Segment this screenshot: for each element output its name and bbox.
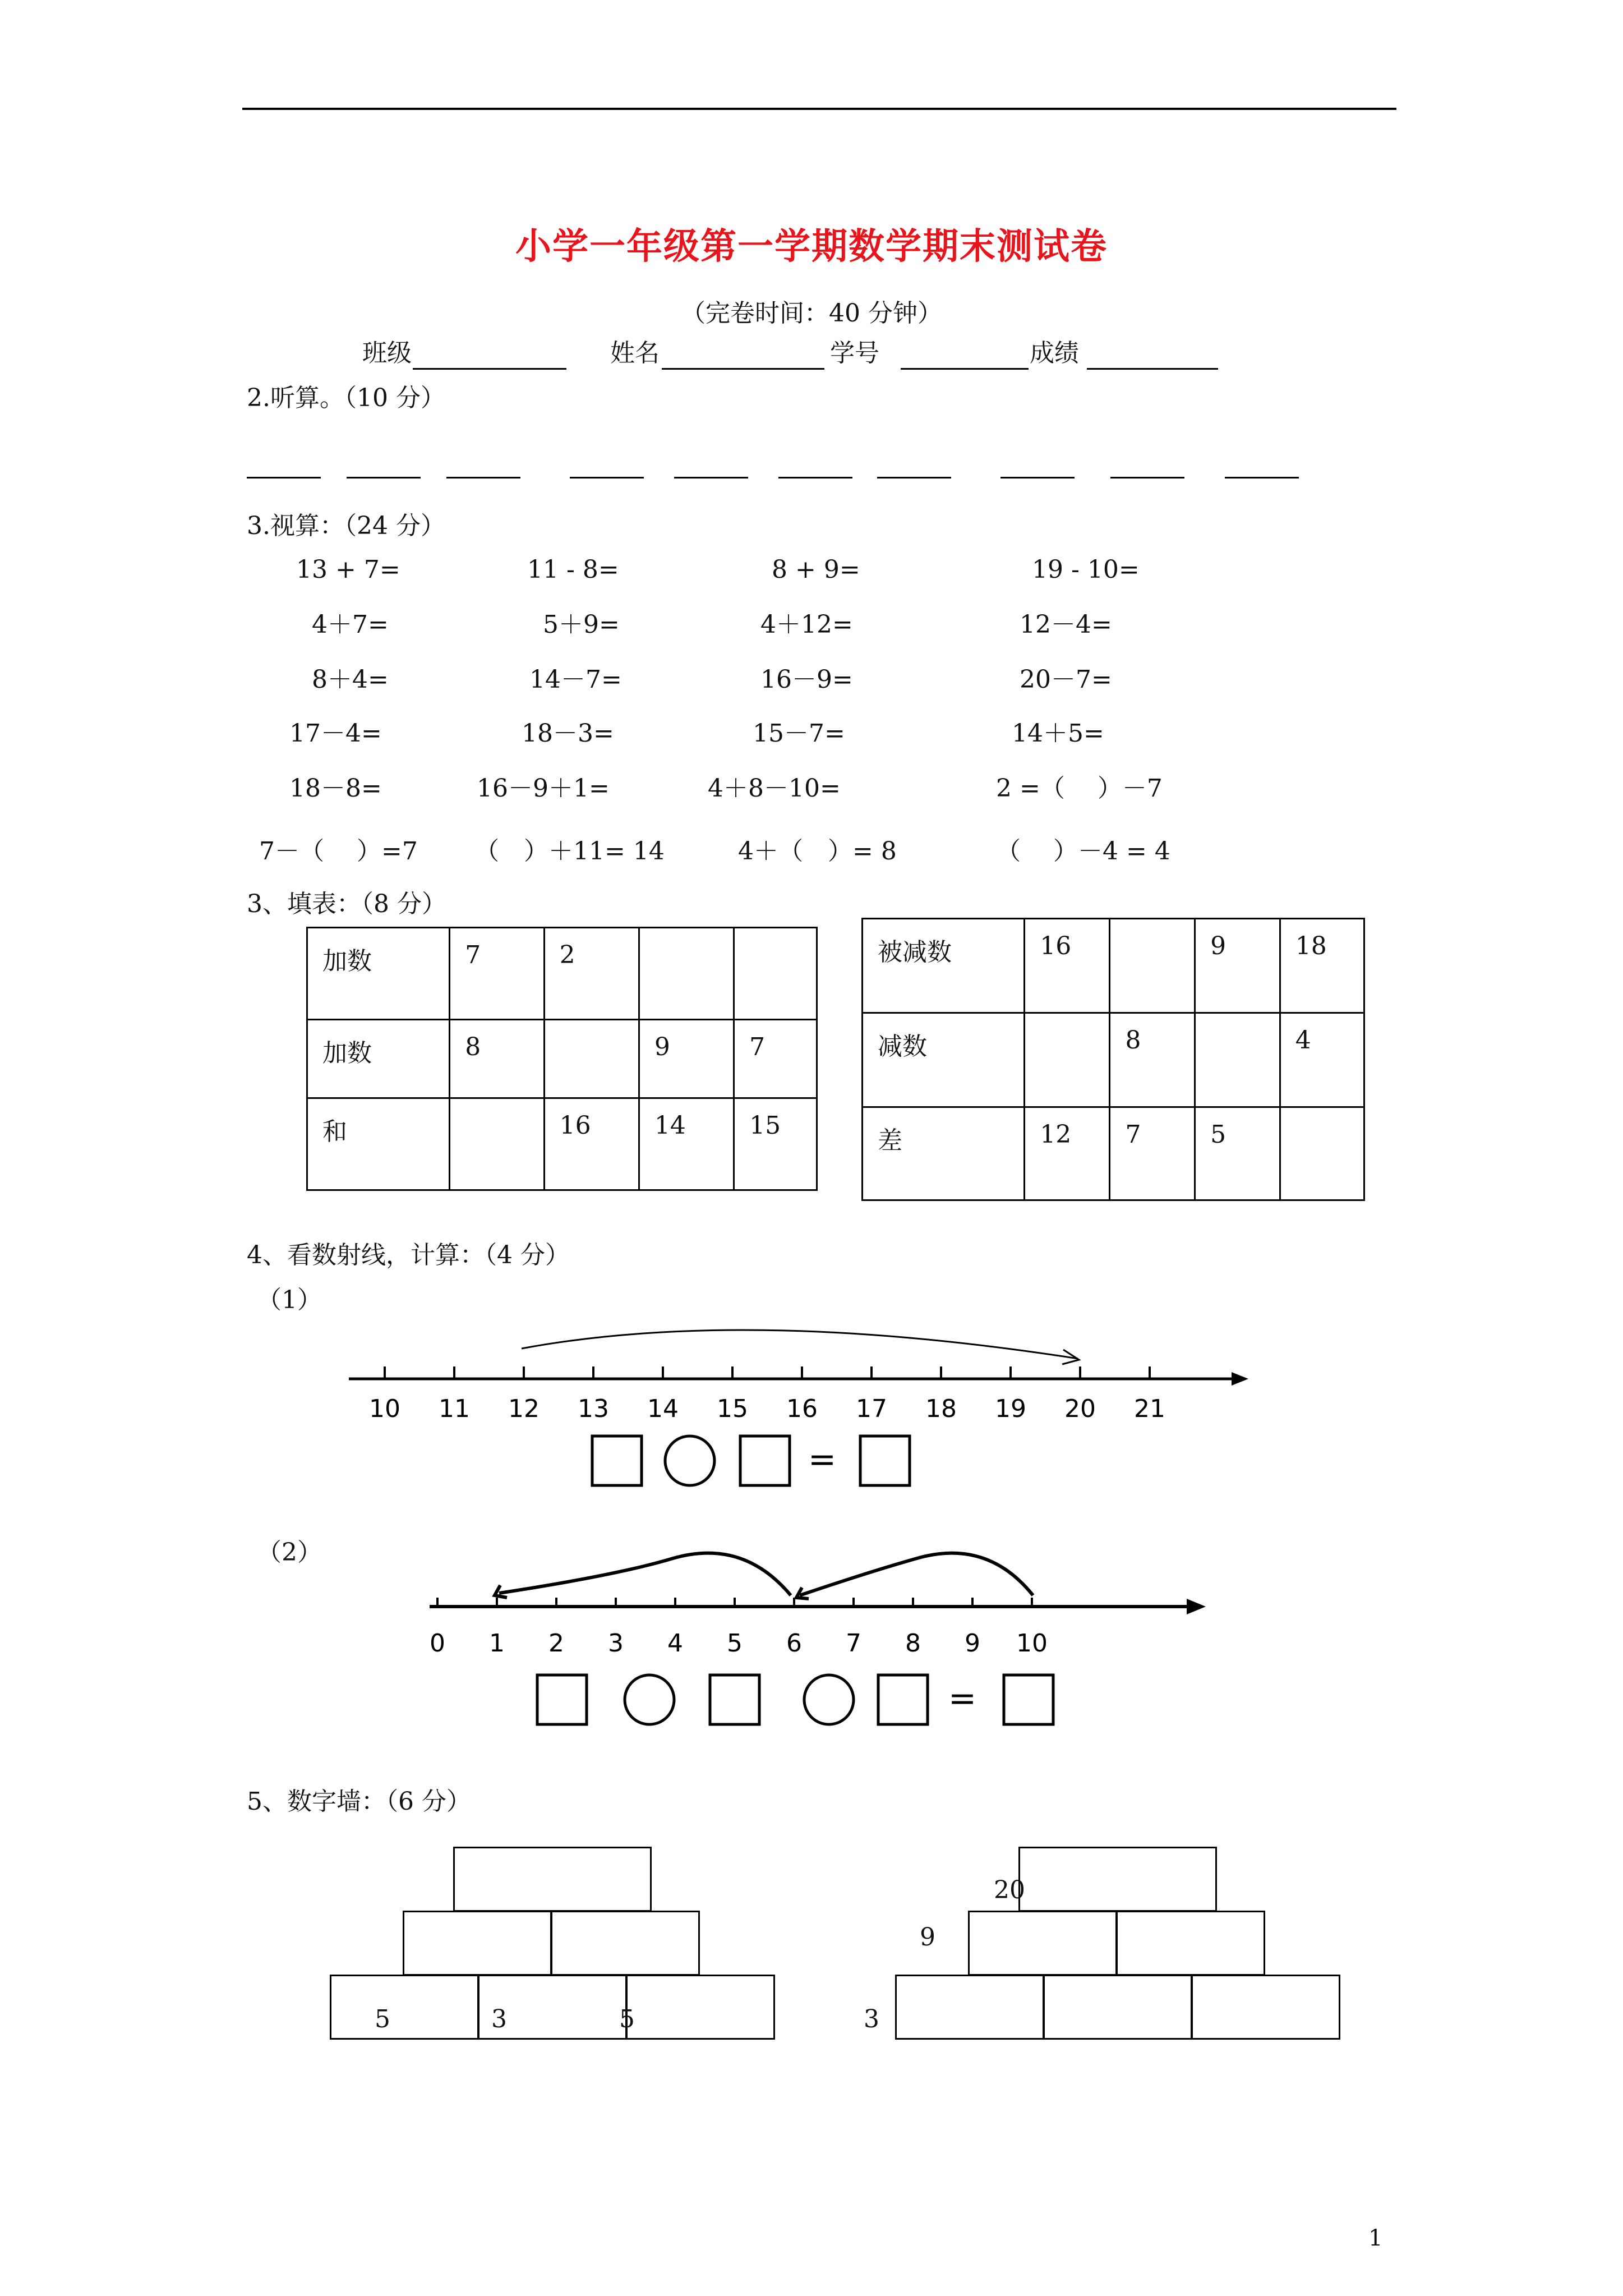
number-line-1 (342, 1313, 1251, 1520)
problem: 5＋9= (543, 610, 620, 639)
wall-brick[interactable] (453, 1847, 652, 1912)
tick-label: 19 (995, 1395, 1026, 1423)
tick-group (369, 1366, 1165, 1423)
answer-blank[interactable] (247, 477, 321, 478)
brick-value: 9 (920, 1923, 935, 1952)
problem: 4＋8－10= (708, 774, 841, 803)
answer-blank[interactable] (1000, 477, 1075, 478)
operator-circle[interactable] (625, 1675, 674, 1724)
tick-label: 0 (430, 1629, 445, 1658)
tick-label: 13 (578, 1395, 609, 1423)
problem: 12－4= (1020, 610, 1112, 639)
answer-blank[interactable] (1110, 477, 1184, 478)
tick-label: 8 (905, 1629, 921, 1658)
wall-brick[interactable] (1116, 1911, 1265, 1976)
q2-heading: 2.听算。（10 分） (247, 384, 445, 412)
tick-label: 10 (369, 1395, 400, 1423)
table-cell[interactable] (450, 1098, 544, 1190)
tick-label: 15 (717, 1395, 748, 1423)
problem: 13 + 7= (296, 555, 400, 584)
wall-brick[interactable] (968, 1911, 1117, 1976)
problem: 19 - 10= (1032, 555, 1140, 584)
tick-label: 6 (786, 1629, 802, 1658)
class-label: 班级 (362, 339, 412, 367)
problem: 2 =（ ）－7 (996, 774, 1163, 803)
tick-label: 5 (727, 1629, 743, 1658)
table-cell: 加数 (307, 1020, 450, 1098)
answer-blank[interactable] (674, 477, 748, 478)
jump-arc (800, 1553, 1033, 1595)
jump-arc (499, 1553, 791, 1595)
table-cell: 16 (544, 1098, 639, 1190)
operator-circle[interactable] (665, 1436, 714, 1485)
table-cell: 9 (639, 1020, 734, 1098)
problem: 17－4= (289, 719, 382, 748)
equals-sign: = (808, 1440, 837, 1479)
table-cell: 4 (1280, 1013, 1364, 1107)
problem: 11 - 8= (527, 555, 619, 584)
problem: 4＋7= (312, 610, 389, 639)
brick-value: 5 (619, 2005, 635, 2033)
brick-value: 20 (994, 1876, 1025, 1904)
problem: 8 + 9= (772, 555, 860, 584)
problem: 15－7= (753, 719, 845, 748)
table-cell[interactable] (1025, 1013, 1110, 1107)
wall-brick (626, 1975, 775, 2040)
problem: 14－7= (529, 665, 622, 694)
table-cell: 7 (1110, 1107, 1195, 1200)
brick-value: 3 (864, 2005, 879, 2033)
answer-box[interactable] (1004, 1675, 1053, 1724)
answer-blank[interactable] (570, 477, 644, 478)
tick-label: 17 (856, 1395, 887, 1423)
answer-box[interactable] (592, 1436, 642, 1485)
tick-label: 20 (1064, 1395, 1096, 1423)
tick-label: 10 (1016, 1629, 1048, 1658)
table-cell: 和 (307, 1098, 450, 1190)
problem: 14＋5= (1012, 719, 1104, 748)
tick-label: 16 (786, 1395, 818, 1423)
problem: 18－8= (289, 774, 382, 803)
axis-arrow (1187, 1599, 1206, 1614)
table-cell: 9 (1195, 919, 1280, 1013)
tick-label: 14 (647, 1395, 679, 1423)
name-label: 姓名 (610, 339, 660, 367)
equals-sign: = (948, 1679, 977, 1718)
table-cell: 被减数 (863, 919, 1025, 1013)
tick-label: 4 (667, 1629, 683, 1658)
answer-blank[interactable] (877, 477, 951, 478)
table-cell[interactable] (639, 928, 734, 1020)
score-label: 成绩 (1030, 339, 1079, 367)
q5-heading: 5、数字墙：（6 分） (247, 1787, 471, 1816)
table-cell[interactable] (1195, 1013, 1280, 1107)
subtraction-table (861, 918, 1365, 1201)
table-cell[interactable] (1280, 1107, 1364, 1200)
tick-label: 18 (925, 1395, 957, 1423)
problem: 7－（ ）=7 (259, 837, 418, 866)
tick-label: 7 (846, 1629, 861, 1658)
table-cell[interactable] (1110, 919, 1195, 1013)
number-label: 学号 (830, 339, 879, 367)
page-title: 小学一年级第一学期数学期末测试卷 (515, 226, 1108, 268)
answer-blank[interactable] (446, 477, 520, 478)
tick-label: 2 (548, 1629, 564, 1658)
class-blank[interactable] (413, 368, 566, 370)
table-cell: 12 (1025, 1107, 1110, 1200)
table-cell: 差 (863, 1107, 1025, 1200)
answer-box[interactable] (878, 1675, 928, 1724)
operator-circle[interactable] (804, 1675, 854, 1724)
answer-box[interactable] (537, 1675, 587, 1724)
part2-label: （2） (257, 1538, 322, 1567)
wall-brick[interactable] (403, 1911, 552, 1976)
answer-box[interactable] (740, 1436, 790, 1485)
answer-blank[interactable] (1225, 477, 1299, 478)
problem: （ ）＋11= 14 (474, 837, 665, 866)
table-cell: 8 (450, 1020, 544, 1098)
number-line-2 (421, 1531, 1211, 1739)
answer-box[interactable] (860, 1436, 910, 1485)
q3-heading: 3.视算：（24 分） (247, 512, 445, 540)
part1-label: （1） (257, 1286, 322, 1314)
addition-table (306, 927, 818, 1191)
problem: 4＋（ ）= 8 (738, 837, 897, 866)
table-cell: 减数 (863, 1013, 1025, 1107)
table-cell: 2 (544, 928, 639, 1020)
problem: 16－9= (760, 665, 853, 694)
brick-value: 3 (491, 2005, 507, 2033)
wall-brick[interactable] (1043, 1975, 1192, 2040)
table-cell: 8 (1110, 1013, 1195, 1107)
wall-brick[interactable] (1191, 1975, 1340, 2040)
top-rule (242, 108, 1396, 110)
table-cell: 7 (450, 928, 544, 1020)
tick-label: 12 (508, 1395, 540, 1423)
tick-label: 3 (608, 1629, 624, 1658)
answer-blank[interactable] (778, 477, 852, 478)
score-blank[interactable] (1087, 368, 1218, 370)
tick-label: 11 (439, 1395, 470, 1423)
name-blank[interactable] (662, 368, 824, 370)
time-limit: （完卷时间：40 分钟） (681, 299, 942, 328)
table-cell: 16 (1025, 919, 1110, 1013)
problem: 18－3= (522, 719, 614, 748)
table-cell: 18 (1280, 919, 1364, 1013)
brick-value: 5 (375, 2005, 390, 2033)
axis-arrow (1232, 1372, 1248, 1386)
problem: 4＋12= (760, 610, 853, 639)
table-cell: 15 (734, 1098, 817, 1190)
tick-label: 9 (965, 1629, 980, 1658)
table-cell[interactable] (734, 928, 817, 1020)
table-cell: 14 (639, 1098, 734, 1190)
wall-brick (330, 1975, 479, 2040)
problem: 16－9＋1= (477, 774, 610, 803)
wall-brick[interactable] (895, 1975, 1044, 2040)
tick-label: 1 (489, 1629, 505, 1658)
table-cell[interactable] (544, 1020, 639, 1098)
answer-blank[interactable] (347, 477, 421, 478)
q4-heading: 4、看数射线，计算：（4 分） (247, 1241, 570, 1269)
number-blank[interactable] (901, 368, 1029, 370)
table-cell: 7 (734, 1020, 817, 1098)
problem: （ ）－4 = 4 (996, 837, 1170, 866)
table-cell: 加数 (307, 928, 450, 1020)
jump-arc (522, 1330, 1078, 1359)
table-cell: 5 (1195, 1107, 1280, 1200)
problem: 20－7= (1020, 665, 1112, 694)
wall-brick[interactable] (551, 1911, 700, 1976)
wall-brick (1018, 1847, 1217, 1912)
q3b-heading: 3、填表：（8 分） (247, 890, 446, 918)
answer-box[interactable] (710, 1675, 759, 1724)
page-number: 1 (1368, 2225, 1383, 2251)
tick-label: 21 (1134, 1395, 1165, 1423)
problem: 8＋4= (312, 665, 389, 694)
